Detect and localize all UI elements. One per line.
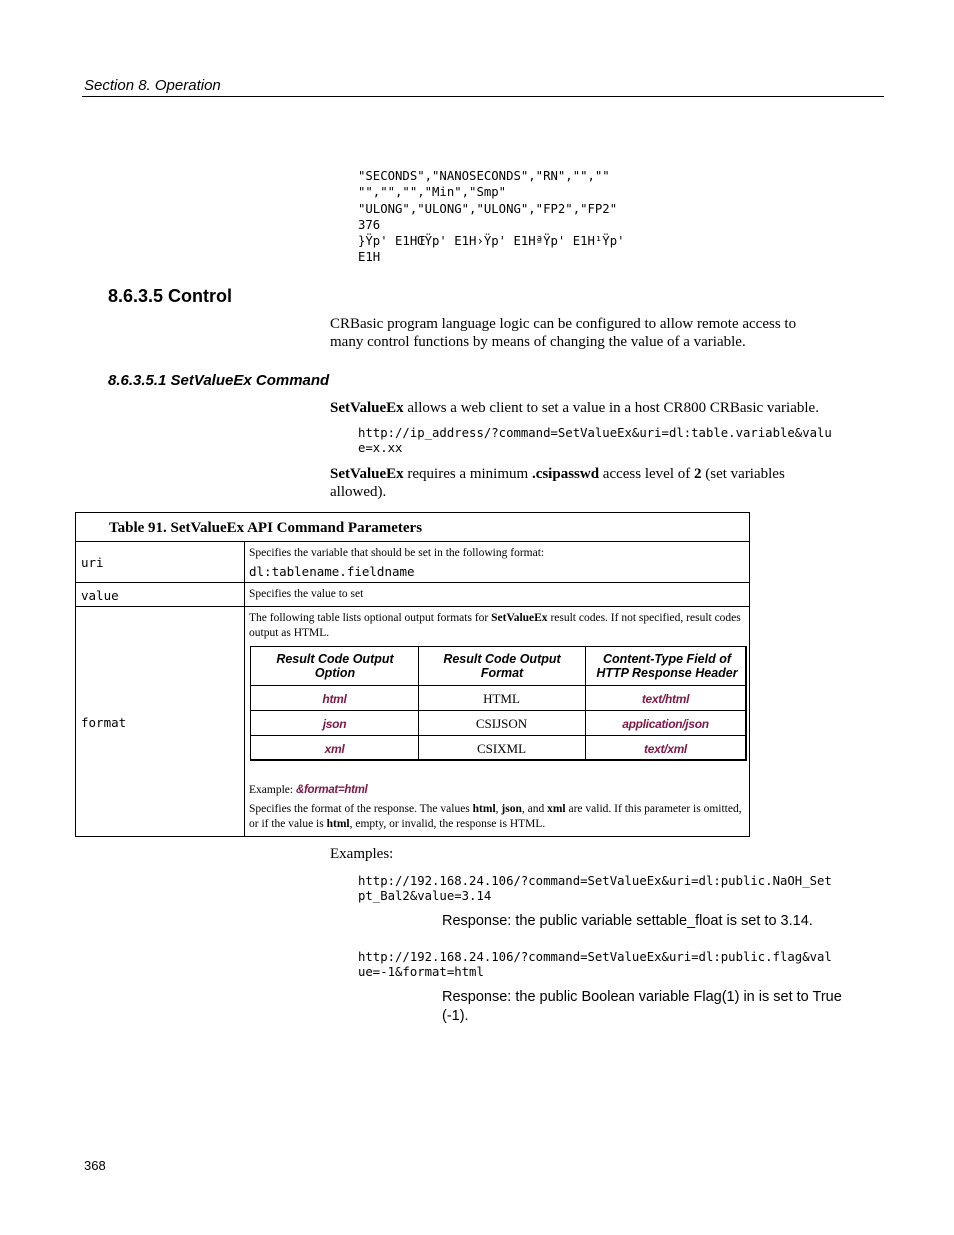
param-desc-uri: Specifies the variable that should be set in the following format: (249, 547, 545, 559)
example-url-2: http://192.168.24.106/?command=SetValueEx&uri=dl:public.flag&val ue=-1&format=html (358, 950, 832, 979)
req-bold-level: 2 (694, 466, 702, 482)
table-rule (76, 582, 749, 583)
rc-row-rule (251, 710, 745, 711)
rc-content-type-json: application/json (622, 717, 709, 731)
setvalueex-syntax: http://ip_address/?command=SetValueEx&uri=dl:table.variable&valu e=x.xx (358, 426, 832, 455)
table-rule (76, 541, 749, 542)
format-desc-bold: SetValueEx (491, 612, 548, 624)
rc-option-xml: xml (324, 742, 345, 756)
req-text-2: access level of (599, 466, 694, 482)
format-desc-text: The following table lists optional output formats for (249, 612, 492, 624)
rc-row-rule (251, 735, 745, 736)
rc-header-content-type: Content-Type Field of HTTP Response Header (596, 652, 738, 680)
param-name-value: value (81, 588, 119, 603)
table-caption: Table 91. SetValueEx API Command Parameters (109, 520, 423, 536)
examples-label: Examples: (330, 846, 394, 862)
running-header: Section 8. Operation (84, 77, 221, 94)
format-specification (249, 802, 744, 831)
param-name-uri: uri (81, 555, 104, 570)
example-response-2: Response: the public Boolean variable Flag(1) in is set to True (-1). (442, 989, 842, 1024)
req-text-3: (set variables allowed). (330, 466, 785, 500)
spec-text: , and (521, 803, 548, 815)
example-url-1: http://192.168.24.106/?command=SetValueEx&uri=dl:public.NaOH_Set pt_Bal2&value=3.14 (358, 874, 832, 903)
code-dump: "SECONDS","NANOSECONDS","RN","","" "","","","Min","Smp" "ULONG","ULONG","ULONG","FP2","FP2" 376 }Ÿp' E1HŒŸp' E1H›Ÿp' E1HªŸp' E1H¹Ÿp' E1H (358, 169, 625, 265)
page-number: 368 (84, 1158, 106, 1173)
param-desc-format (249, 611, 744, 640)
result-code-table (250, 646, 747, 761)
spec-bold-json: json (501, 803, 522, 815)
rc-option-html: html (322, 692, 347, 706)
spec-bold-html: html (326, 817, 350, 830)
req-bold-command: SetValueEx (330, 466, 404, 482)
control-paragraph: CRBasic program language logic can be configured to allow remote access to many control functions by means of changing the value of a variable. (330, 316, 797, 350)
format-desc-text: result codes. If not specified, result codes output as HTML. (249, 612, 741, 639)
rc-header-format: Result Code Output Format (443, 652, 561, 680)
req-bold-passwd: .csipasswd (531, 466, 600, 482)
example-label: Example: (249, 784, 296, 796)
rc-format-html: HTML (483, 691, 520, 706)
section-heading-control: 8.6.3.5 Control (108, 286, 233, 306)
spec-text: are valid. If this parameter is omitted, or if the value is (249, 803, 742, 830)
parameters-table (75, 512, 750, 837)
header-rule (82, 96, 884, 97)
section-heading-setvalueex: 8.6.3.5.1 SetValueEx Command (108, 372, 330, 389)
rc-header-option: Result Code Output Option (276, 652, 394, 680)
spec-bold-xml: xml (547, 803, 566, 815)
rc-content-type-html: text/html (641, 692, 690, 706)
rc-option-json: json (322, 717, 347, 731)
spec-text: Specifies the format of the response. The values (249, 803, 473, 815)
intro-text: allows a web client to set a value in a host CR800 CRBasic variable. (403, 400, 819, 416)
rc-format-xml: CSIXML (476, 741, 527, 756)
spec-text: , (495, 803, 502, 815)
table-rule (76, 606, 749, 607)
rc-row-rule (251, 685, 745, 686)
param-format-uri: dl:tablename.fieldname (249, 564, 415, 579)
table-column-rule (244, 541, 245, 836)
setvalueex-requirement (330, 465, 830, 501)
intro-bold-term: SetValueEx (330, 400, 404, 416)
example-response-1: Response: the public variable settable_float is set to 3.14. (442, 913, 813, 929)
setvalueex-intro (330, 399, 870, 417)
spec-text: , empty, or invalid, the response is HTML. (349, 817, 546, 830)
req-text-1: requires a minimum (403, 466, 532, 482)
rc-format-json: CSIJSON (475, 716, 528, 731)
format-example (249, 783, 744, 798)
param-desc-value: Specifies the value to set (249, 588, 364, 600)
spec-bold-html: html (472, 803, 496, 815)
rc-content-type-xml: text/xml (644, 742, 687, 756)
example-value: &format=html (295, 784, 368, 796)
param-name-format: format (81, 715, 127, 730)
